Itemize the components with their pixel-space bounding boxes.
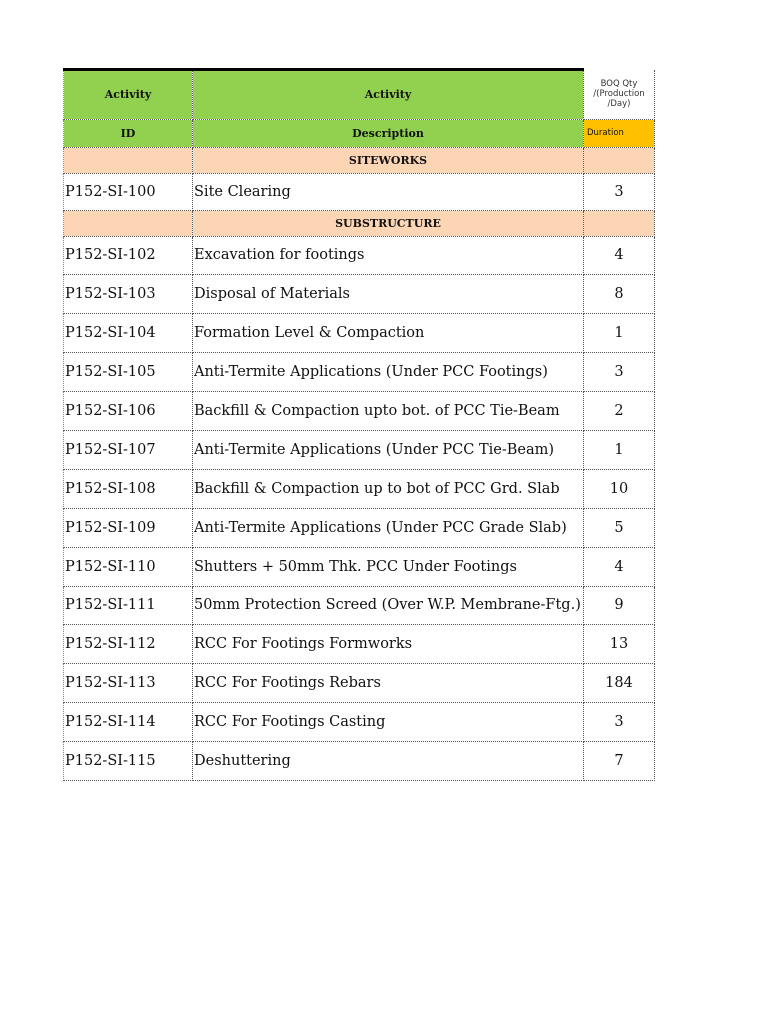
activity-description: 50mm Protection Screed (Over W.P. Membrane-Ftg.): [193, 586, 584, 625]
duration-value: 3: [584, 353, 655, 392]
table-row: [64, 586, 655, 625]
table-row: [64, 547, 655, 586]
table-row: [64, 469, 655, 508]
activity-id: P152-SI-104: [64, 314, 193, 353]
duration-value: 3: [584, 173, 655, 210]
duration-value: 13: [584, 625, 655, 664]
duration-value: 4: [584, 236, 655, 275]
activity-description: Excavation for footings: [193, 236, 584, 275]
header-activity-description-bottom: Description: [193, 119, 584, 147]
activity-description: Backfill & Compaction upto bot. of PCC Tie-Beam: [193, 392, 584, 431]
duration-value: 4: [584, 547, 655, 586]
activity-id: P152-SI-107: [64, 430, 193, 469]
activity-id: P152-SI-114: [64, 703, 193, 742]
table-row: [64, 625, 655, 664]
section-title: SITEWORKS: [193, 147, 584, 173]
activity-description: Backfill & Compaction up to bot of PCC Grd. Slab: [193, 469, 584, 508]
duration-value: 3: [584, 703, 655, 742]
activity-schedule-table: [63, 68, 655, 781]
activity-id: P152-SI-106: [64, 392, 193, 431]
duration-value: 10: [584, 469, 655, 508]
duration-value: 5: [584, 508, 655, 547]
duration-value: 184: [584, 664, 655, 703]
duration-value: 2: [584, 392, 655, 431]
table-row: [64, 664, 655, 703]
activity-id: P152-SI-113: [64, 664, 193, 703]
table-row: [64, 703, 655, 742]
header-activity-description-top: Activity: [193, 70, 584, 120]
activity-id: P152-SI-110: [64, 547, 193, 586]
activity-id: P152-SI-111: [64, 586, 193, 625]
section-row-siteworks: [64, 147, 655, 173]
table-row: [64, 173, 655, 210]
activity-id: P152-SI-115: [64, 742, 193, 781]
header-row-bottom: [64, 119, 655, 147]
table-row: [64, 742, 655, 781]
activity-id: P152-SI-103: [64, 275, 193, 314]
activity-description: Anti-Termite Applications (Under PCC Footings): [193, 353, 584, 392]
activity-description: Site Clearing: [193, 173, 584, 210]
activity-id: P152-SI-105: [64, 353, 193, 392]
table-row: [64, 314, 655, 353]
activity-description: RCC For Footings Casting: [193, 703, 584, 742]
activity-description: Formation Level & Compaction: [193, 314, 584, 353]
activity-description: RCC For Footings Rebars: [193, 664, 584, 703]
table-row: [64, 353, 655, 392]
table-row: [64, 392, 655, 431]
section-title: SUBSTRUCTURE: [193, 210, 584, 236]
activity-description: RCC For Footings Formworks: [193, 625, 584, 664]
activity-id: P152-SI-108: [64, 469, 193, 508]
header-activity-id-top: Activity: [64, 70, 193, 120]
duration-value: 9: [584, 586, 655, 625]
activity-id: P152-SI-100: [64, 173, 193, 210]
section-row-substructure: [64, 210, 655, 236]
table-row: [64, 430, 655, 469]
table-row: [64, 236, 655, 275]
duration-value: 1: [584, 430, 655, 469]
header-boq-qty: BOQ Qty /(Production /Day): [584, 70, 655, 120]
duration-value: 8: [584, 275, 655, 314]
activity-id: P152-SI-112: [64, 625, 193, 664]
duration-value: 7: [584, 742, 655, 781]
activity-description: Anti-Termite Applications (Under PCC Tie-Beam): [193, 430, 584, 469]
header-activity-id-bottom: ID: [64, 119, 193, 147]
header-duration: Duration: [584, 119, 655, 147]
activity-description: Deshuttering: [193, 742, 584, 781]
header-row-top: [64, 70, 655, 120]
activity-description: Shutters + 50mm Thk. PCC Under Footings: [193, 547, 584, 586]
table-row: [64, 275, 655, 314]
activity-description: Anti-Termite Applications (Under PCC Grade Slab): [193, 508, 584, 547]
activity-id: P152-SI-109: [64, 508, 193, 547]
activity-id: P152-SI-102: [64, 236, 193, 275]
table-row: [64, 508, 655, 547]
activity-description: Disposal of Materials: [193, 275, 584, 314]
duration-value: 1: [584, 314, 655, 353]
